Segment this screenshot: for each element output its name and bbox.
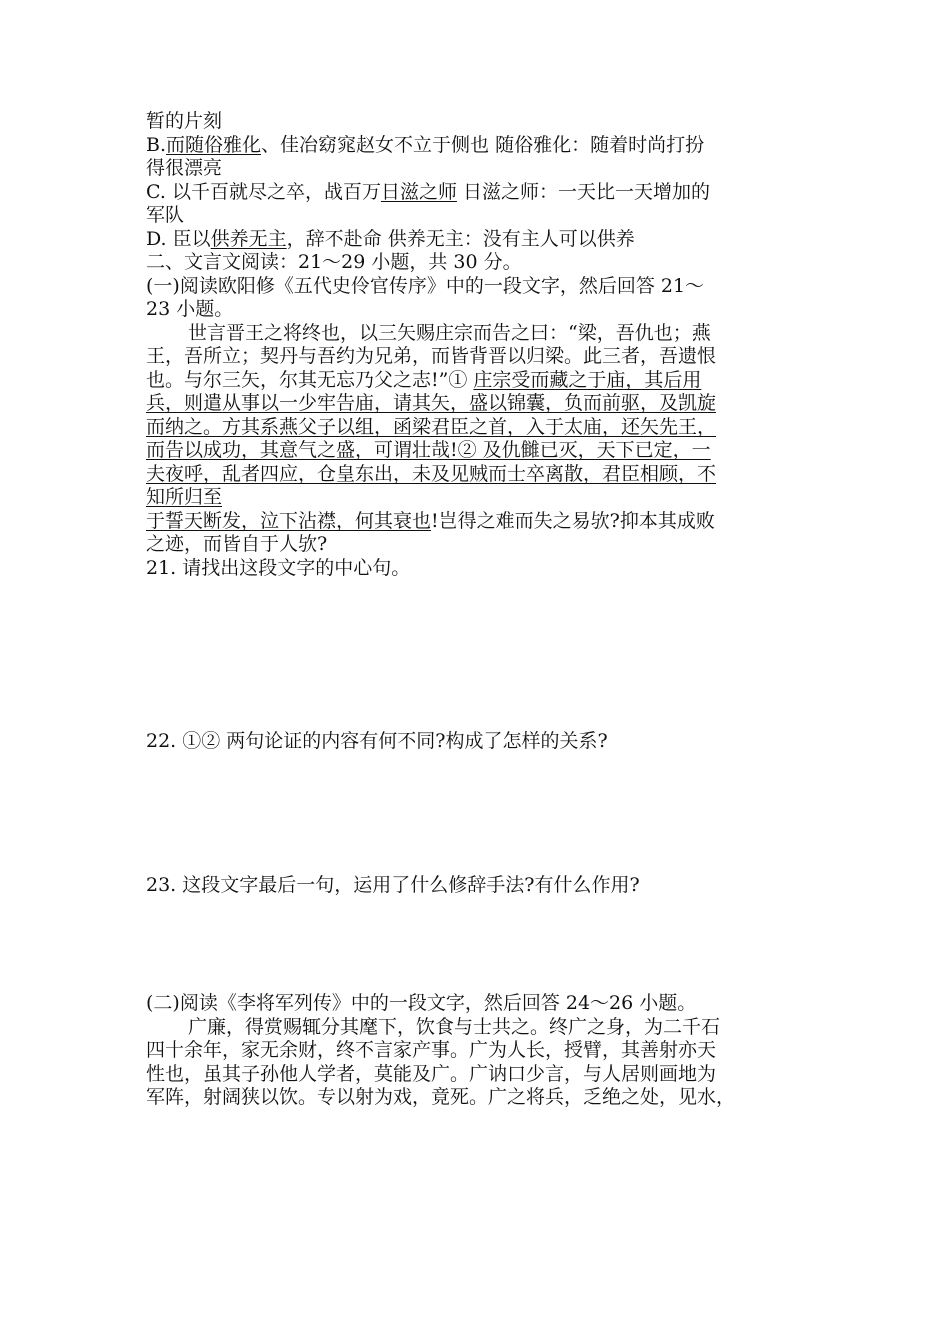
option-b-line-2: 得很漂亮 — [146, 157, 223, 179]
passage-1-line-1: 世言晋王之将终也，以三矢赐庄宗而告之曰：“梁，吾仇也；燕 — [188, 321, 711, 344]
question-21: 21. 请找出这段文字的中心句。 — [146, 556, 411, 579]
passage-1-line-3b: 庄宗受而藏之于庙，其后用 — [473, 368, 702, 391]
continued-text: 暂的片刻 — [146, 110, 223, 132]
option-c-underlined: 日滋之师 — [380, 180, 457, 203]
passage-1-line-9 — [146, 510, 816, 534]
option-d-prefix: D. 臣以 — [146, 227, 211, 250]
passage-1-line-3a: 也。与尔三矢，尔其无忘乃父之志!”① — [146, 368, 474, 391]
passage-1-line-6: 而告以成功，其意气之盛，可谓壮哉!② 及仇雠已灭，天下已定，一 — [146, 439, 711, 461]
option-d-underlined: 供养无主 — [210, 227, 287, 250]
option-b-text: 、佳冶窈窕赵女不立于侧也 随俗雅化：随着时尚打扮 — [261, 133, 705, 156]
passage-2-line-1: 广廉，得赏赐辄分其麾下，饮食与士共之。终广之身，为二千石 — [188, 1015, 721, 1038]
option-b-prefix: B. — [146, 133, 167, 156]
passage-1-line-9b: !岂得之难而失之易欤?抑本其成败 — [431, 509, 715, 532]
passage-2-line-3: 性也，虽其子孙他人学者，莫能及广。广讷口少言，与人居则画地为 — [146, 1062, 717, 1085]
option-c-line-2: 军队 — [146, 204, 185, 226]
option-b-underlined: 而随俗雅化 — [166, 133, 262, 156]
question-23: 23. 这段文字最后一句，运用了什么修辞手法?有什么作用? — [146, 873, 640, 896]
part-1-heading-2: 23 小题。 — [146, 298, 234, 320]
passage-1-line-5: 而纳之。方其系燕父子以组，函梁君臣之首，入于太庙，还矢先王， — [146, 415, 717, 438]
passage-1-line-8: 知所归至 — [146, 486, 223, 508]
question-22: 22. ①② 两句论证的内容有何不同?构成了怎样的关系? — [146, 730, 608, 752]
option-b-line-1 — [146, 134, 816, 158]
passage-1-line-7: 夫夜呼，乱者四应，仓皇东出，未及见贼而士卒离散，君臣相顾，不 — [146, 462, 717, 485]
passage-1-line-10: 之迹，而皆自于人欤? — [146, 533, 328, 555]
passage-1-line-2: 王，吾所立；契丹与吾约为兄弟，而皆背晋以归梁。此三者，吾遗恨 — [146, 345, 717, 367]
option-c-prefix: C. 以千百就尽之卒，战百万 — [146, 180, 381, 203]
passage-1-line-4: 兵，则遣从事以一少牢告庙，请其矢，盛以锦囊，负而前驱，及凯旋 — [146, 392, 717, 414]
passage-2-line-4: 军阵，射阔狭以饮。专以射为戏，竟死。广之将兵，乏绝之处，见水， — [146, 1086, 736, 1108]
answer-space-23 — [146, 897, 816, 992]
passage-1-line-9a: 于誓天断发，泣下沾襟，何其衰也 — [146, 509, 432, 532]
passage-2-line-2: 四十余年，家无余财，终不言家产事。广为人长，授臂，其善射亦天 — [146, 1039, 717, 1061]
part-2-heading: (二)阅读《李将军列传》中的一段文字，然后回答 24～26 小题。 — [146, 992, 697, 1014]
part-1-heading-1: (一)阅读欧阳修《五代史伶官传序》中的一段文字，然后回答 21～ — [146, 274, 705, 297]
section-2-heading: 二、文言文阅读：21～29 小题，共 30 分。 — [146, 251, 522, 273]
answer-space-22 — [146, 754, 816, 874]
option-c-text: 日滋之师：一天比一天增加的 — [456, 180, 711, 203]
option-d-text: ，辞不赴命 供养无主：没有主人可以供养 — [286, 227, 635, 250]
option-d-line — [146, 228, 816, 252]
passage-1-line-3 — [146, 369, 816, 393]
answer-space-21 — [146, 580, 816, 730]
document-page — [146, 110, 816, 1110]
option-c-line-1 — [146, 181, 816, 205]
